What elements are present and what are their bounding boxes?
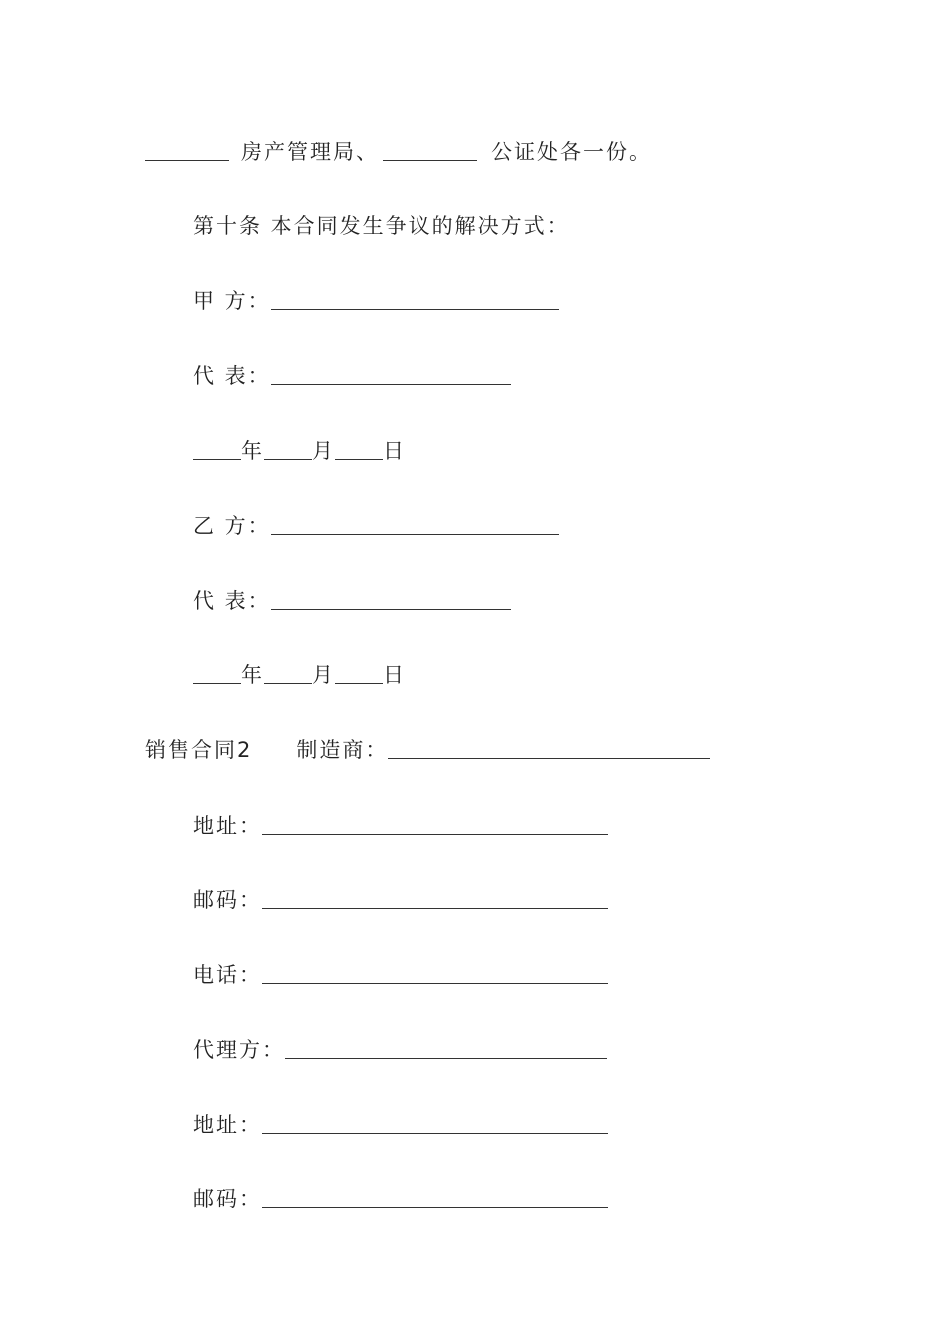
postcode-line [193,880,608,914]
agent-address-line [193,1105,608,1139]
party-b-rep-line [193,581,511,615]
party-a-day-field[interactable] [335,458,383,460]
party-b-field[interactable] [271,533,559,535]
agent-label: 代理方： [193,1038,285,1062]
manufacturer-label: 制造商： [296,738,389,762]
postcode-label: 邮码： [193,888,262,912]
postcode-field[interactable] [262,907,608,909]
party-b-rep-label: 代 表： [193,589,271,613]
header-line [145,132,652,166]
blank-field-2[interactable] [383,159,477,161]
address-line [193,806,608,840]
agent-postcode-field[interactable] [262,1206,608,1208]
party-a-line [193,281,559,315]
article-10-text: 第十条 本合同发生争议的解决方式： [193,214,570,238]
party-a-month-label: 月 [312,439,335,463]
party-a-field[interactable] [271,308,559,310]
article-10 [193,206,570,240]
party-b-month-field[interactable] [264,682,312,684]
phone-field[interactable] [262,982,608,984]
party-a-date-line [193,431,406,465]
party-a-label: 甲 方： [193,289,271,313]
agent-postcode-line [193,1179,608,1213]
party-b-year-field[interactable] [193,682,241,684]
agent-address-label: 地址： [193,1113,262,1137]
agent-field[interactable] [285,1057,607,1059]
party-a-year-label: 年 [241,439,264,463]
address-field[interactable] [262,833,608,835]
party-a-year-field[interactable] [193,458,241,460]
agent-line [193,1030,607,1064]
phone-line [193,955,608,989]
agent-postcode-label: 邮码： [193,1187,262,1211]
party-b-day-field[interactable] [335,682,383,684]
address-label: 地址： [193,814,262,838]
party-a-day-label: 日 [383,439,406,463]
party-a-rep-label: 代 表： [193,364,271,388]
contract-2-title: 销售合同2 [145,738,253,762]
contract-2-title-line [145,730,710,764]
housing-bureau-text: 房产管理局、 [241,140,379,164]
blank-field-1[interactable] [145,159,229,161]
party-a-month-field[interactable] [264,458,312,460]
party-b-month-label: 月 [312,663,335,687]
agent-address-field[interactable] [262,1132,608,1134]
manufacturer-field[interactable] [388,757,710,759]
party-b-year-label: 年 [241,663,264,687]
party-a-rep-field[interactable] [271,383,511,385]
party-b-label: 乙 方： [193,514,271,538]
notary-text: 公证处各一份。 [491,140,652,164]
party-b-line [193,506,559,540]
party-b-rep-field[interactable] [271,608,511,610]
party-b-day-label: 日 [383,663,406,687]
phone-label: 电话： [193,963,262,987]
party-b-date-line [193,655,406,689]
party-a-rep-line [193,356,511,390]
